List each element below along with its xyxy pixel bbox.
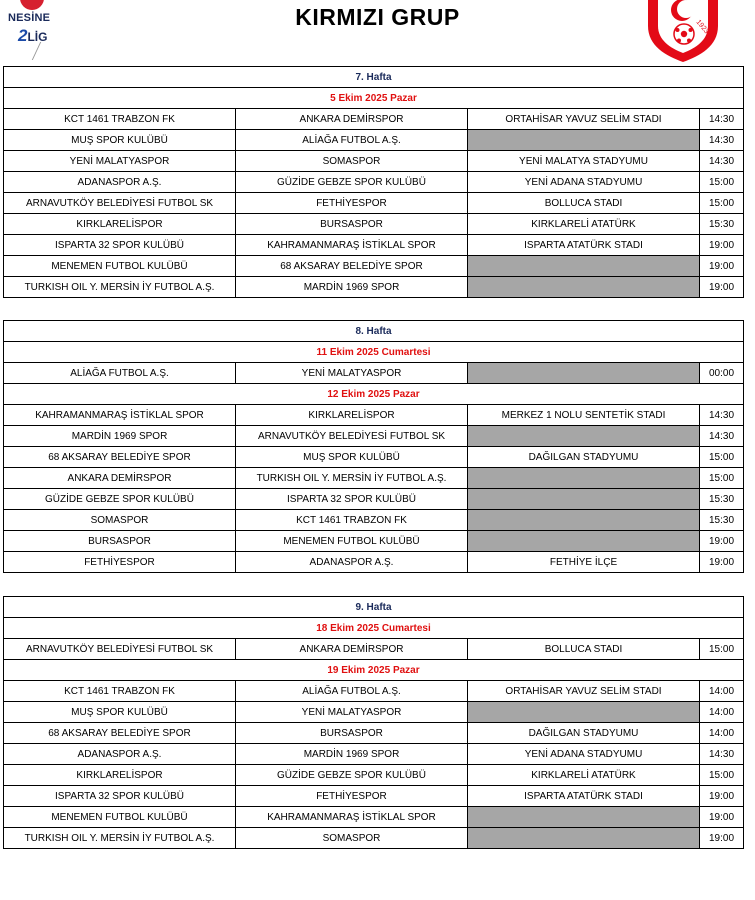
- week-table: [3, 320, 744, 573]
- stadium: DAĞILGAN STADYUMU: [468, 723, 700, 744]
- home-team: KIRKLARELİSPOR: [4, 214, 236, 235]
- away-team: ADANASPOR A.Ş.: [236, 552, 468, 573]
- away-team: GÜZİDE GEBZE SPOR KULÜBÜ: [236, 765, 468, 786]
- match-row: [4, 828, 744, 849]
- match-row: [4, 744, 744, 765]
- home-team: KIRKLARELİSPOR: [4, 765, 236, 786]
- home-team: ARNAVUTKÖY BELEDİYESİ FUTBOL SK: [4, 639, 236, 660]
- match-row: [4, 531, 744, 552]
- match-row: [4, 256, 744, 277]
- away-team: SOMASPOR: [236, 151, 468, 172]
- kickoff-time: 19:00: [700, 531, 744, 552]
- away-team: 68 AKSARAY BELEDİYE SPOR: [236, 256, 468, 277]
- week-title: 9. Hafta: [4, 597, 744, 618]
- kickoff-time: 14:00: [700, 681, 744, 702]
- stadium: ORTAHİSAR YAVUZ SELİM STADI: [468, 681, 700, 702]
- away-team: FETHİYESPOR: [236, 193, 468, 214]
- week-table: [3, 66, 744, 298]
- stadium: ORTAHİSAR YAVUZ SELİM STADI: [468, 109, 700, 130]
- logo-league-number: 2: [18, 26, 28, 45]
- kickoff-time: 14:00: [700, 723, 744, 744]
- stadium: YENİ MALATYA STADYUMU: [468, 151, 700, 172]
- match-date: 19 Ekim 2025 Pazar: [4, 660, 744, 681]
- match-date: 11 Ekim 2025 Cumartesi: [4, 342, 744, 363]
- home-team: ISPARTA 32 SPOR KULÜBÜ: [4, 235, 236, 256]
- home-team: BURSASPOR: [4, 531, 236, 552]
- away-team: MARDİN 1969 SPOR: [236, 744, 468, 765]
- kickoff-time: 15:00: [700, 172, 744, 193]
- home-team: KAHRAMANMARAŞ İSTİKLAL SPOR: [4, 405, 236, 426]
- kickoff-time: 15:00: [700, 639, 744, 660]
- match-row: [4, 552, 744, 573]
- stadium: [468, 256, 700, 277]
- home-team: TURKISH OIL Y. MERSİN İY FUTBOL A.Ş.: [4, 828, 236, 849]
- date-row: [4, 384, 744, 405]
- home-team: MENEMEN FUTBOL KULÜBÜ: [4, 807, 236, 828]
- away-team: TURKISH OIL Y. MERSİN İY FUTBOL A.Ş.: [236, 468, 468, 489]
- match-date: 12 Ekim 2025 Pazar: [4, 384, 744, 405]
- kickoff-time: 00:00: [700, 363, 744, 384]
- kickoff-time: 14:00: [700, 702, 744, 723]
- home-team: ISPARTA 32 SPOR KULÜBÜ: [4, 786, 236, 807]
- match-row: [4, 130, 744, 151]
- match-row: [4, 489, 744, 510]
- stadium: [468, 426, 700, 447]
- home-team: YENİ MALATYASPOR: [4, 151, 236, 172]
- stadium: FETHİYE İLÇE: [468, 552, 700, 573]
- home-team: MARDİN 1969 SPOR: [4, 426, 236, 447]
- home-team: 68 AKSARAY BELEDİYE SPOR: [4, 723, 236, 744]
- home-team: TURKISH OIL Y. MERSİN İY FUTBOL A.Ş.: [4, 277, 236, 298]
- away-team: KAHRAMANMARAŞ İSTİKLAL SPOR: [236, 807, 468, 828]
- logo-league-word: LİG: [27, 30, 48, 44]
- home-team: MUŞ SPOR KULÜBÜ: [4, 130, 236, 151]
- week-table: [3, 596, 744, 849]
- week-header-row: [4, 67, 744, 88]
- date-row: [4, 618, 744, 639]
- match-row: [4, 193, 744, 214]
- away-team: BURSASPOR: [236, 214, 468, 235]
- away-team: ALİAĞA FUTBOL A.Ş.: [236, 130, 468, 151]
- stadium: BOLLUCA STADI: [468, 193, 700, 214]
- home-team: FETHİYESPOR: [4, 552, 236, 573]
- kickoff-time: 15:00: [700, 765, 744, 786]
- kickoff-time: 15:00: [700, 447, 744, 468]
- match-row: [4, 109, 744, 130]
- match-row: [4, 235, 744, 256]
- match-row: [4, 510, 744, 531]
- kickoff-time: 19:00: [700, 786, 744, 807]
- date-row: [4, 88, 744, 109]
- away-team: YENİ MALATYASPOR: [236, 363, 468, 384]
- kickoff-time: 15:00: [700, 193, 744, 214]
- away-team: ALİAĞA FUTBOL A.Ş.: [236, 681, 468, 702]
- kickoff-time: 19:00: [700, 828, 744, 849]
- home-team: MENEMEN FUTBOL KULÜBÜ: [4, 256, 236, 277]
- page-header: [0, 0, 755, 62]
- kickoff-time: 14:30: [700, 405, 744, 426]
- stadium: MERKEZ 1 NOLU SENTETİK STADI: [468, 405, 700, 426]
- match-row: [4, 681, 744, 702]
- away-team: SOMASPOR: [236, 828, 468, 849]
- match-row: [4, 765, 744, 786]
- kickoff-time: 19:00: [700, 277, 744, 298]
- stadium: [468, 531, 700, 552]
- match-date: 18 Ekim 2025 Cumartesi: [4, 618, 744, 639]
- away-team: KCT 1461 TRABZON FK: [236, 510, 468, 531]
- match-row: [4, 807, 744, 828]
- stadium: [468, 363, 700, 384]
- away-team: YENİ MALATYASPOR: [236, 702, 468, 723]
- kickoff-time: 14:30: [700, 426, 744, 447]
- away-team: ANKARA DEMİRSPOR: [236, 109, 468, 130]
- away-team: GÜZİDE GEBZE SPOR KULÜBÜ: [236, 172, 468, 193]
- kickoff-time: 15:30: [700, 489, 744, 510]
- date-row: [4, 342, 744, 363]
- home-team: SOMASPOR: [4, 510, 236, 531]
- home-team: ALİAĞA FUTBOL A.Ş.: [4, 363, 236, 384]
- stadium: [468, 702, 700, 723]
- match-row: [4, 405, 744, 426]
- away-team: KIRKLARELİSPOR: [236, 405, 468, 426]
- away-team: MARDİN 1969 SPOR: [236, 277, 468, 298]
- logo-brand-text: NESİNE: [8, 12, 51, 24]
- stadium: ISPARTA ATATÜRK STADI: [468, 235, 700, 256]
- away-team: ISPARTA 32 SPOR KULÜBÜ: [236, 489, 468, 510]
- away-team: KAHRAMANMARAŞ İSTİKLAL SPOR: [236, 235, 468, 256]
- kickoff-time: 19:00: [700, 256, 744, 277]
- stadium: [468, 510, 700, 531]
- kickoff-time: 14:30: [700, 109, 744, 130]
- stadium: BOLLUCA STADI: [468, 639, 700, 660]
- away-team: MUŞ SPOR KULÜBÜ: [236, 447, 468, 468]
- home-team: 68 AKSARAY BELEDİYE SPOR: [4, 447, 236, 468]
- kickoff-time: 19:00: [700, 235, 744, 256]
- week-title: 7. Hafta: [4, 67, 744, 88]
- stadium: [468, 489, 700, 510]
- home-team: ANKARA DEMİRSPOR: [4, 468, 236, 489]
- stadium: KIRKLARELİ ATATÜRK: [468, 765, 700, 786]
- stadium: [468, 468, 700, 489]
- stadium: ISPARTA ATATÜRK STADI: [468, 786, 700, 807]
- tff-crest-logo: [644, 0, 722, 62]
- kickoff-time: 19:00: [700, 552, 744, 573]
- match-row: [4, 702, 744, 723]
- match-row: [4, 468, 744, 489]
- kickoff-time: 14:30: [700, 130, 744, 151]
- home-team: MUŞ SPOR KULÜBÜ: [4, 702, 236, 723]
- match-row: [4, 786, 744, 807]
- home-team: ADANASPOR A.Ş.: [4, 744, 236, 765]
- week-header-row: [4, 597, 744, 618]
- away-team: BURSASPOR: [236, 723, 468, 744]
- match-row: [4, 363, 744, 384]
- kickoff-time: 15:00: [700, 468, 744, 489]
- away-team: ARNAVUTKÖY BELEDİYESİ FUTBOL SK: [236, 426, 468, 447]
- stadium: [468, 807, 700, 828]
- stadium: [468, 828, 700, 849]
- home-team: ARNAVUTKÖY BELEDİYESİ FUTBOL SK: [4, 193, 236, 214]
- match-row: [4, 639, 744, 660]
- crest-year: 1923: [694, 18, 710, 36]
- match-row: [4, 151, 744, 172]
- match-date: 5 Ekim 2025 Pazar: [4, 88, 744, 109]
- away-team: ANKARA DEMİRSPOR: [236, 639, 468, 660]
- stadium: DAĞILGAN STADYUMU: [468, 447, 700, 468]
- stadium: YENİ ADANA STADYUMU: [468, 172, 700, 193]
- kickoff-time: 14:30: [700, 151, 744, 172]
- stadium: [468, 277, 700, 298]
- match-row: [4, 723, 744, 744]
- match-row: [4, 172, 744, 193]
- kickoff-time: 15:30: [700, 214, 744, 235]
- match-row: [4, 426, 744, 447]
- home-team: GÜZİDE GEBZE SPOR KULÜBÜ: [4, 489, 236, 510]
- match-row: [4, 277, 744, 298]
- match-row: [4, 447, 744, 468]
- home-team: KCT 1461 TRABZON FK: [4, 109, 236, 130]
- home-team: ADANASPOR A.Ş.: [4, 172, 236, 193]
- date-row: [4, 660, 744, 681]
- week-header-row: [4, 321, 744, 342]
- stadium: [468, 130, 700, 151]
- home-team: KCT 1461 TRABZON FK: [4, 681, 236, 702]
- stadium: KIRKLARELİ ATATÜRK: [468, 214, 700, 235]
- stadium: YENİ ADANA STADYUMU: [468, 744, 700, 765]
- kickoff-time: 15:30: [700, 510, 744, 531]
- away-team: FETHİYESPOR: [236, 786, 468, 807]
- page-title: KIRMIZI GRUP: [295, 4, 460, 30]
- away-team: MENEMEN FUTBOL KULÜBÜ: [236, 531, 468, 552]
- week-title: 8. Hafta: [4, 321, 744, 342]
- match-row: [4, 214, 744, 235]
- kickoff-time: 19:00: [700, 807, 744, 828]
- kickoff-time: 14:30: [700, 744, 744, 765]
